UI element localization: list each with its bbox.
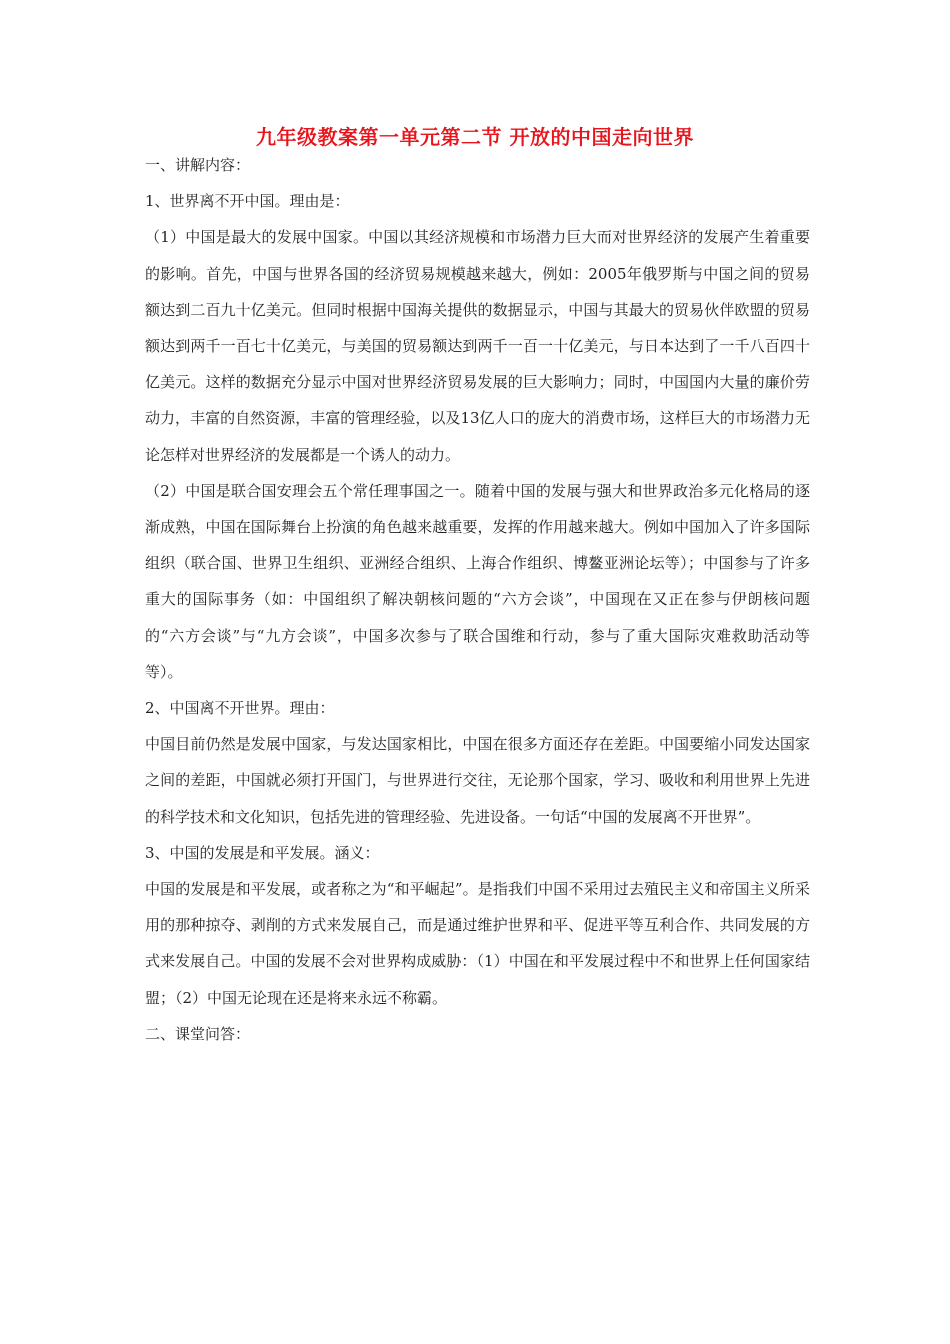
point-2-paragraph: 中国目前仍然是发展中国家，与发达国家相比，中国在很多方面还存在差距。中国要缩小同发达国家之间的差距，中国就必须打开国门，与世界进行交往，无论那个国家，学习、吸收和利用世界上先进的科学技术和文化知识，包括先进的管理经验、先进设备。一句话“中国的发展离不开世界”。 xyxy=(145,735,810,826)
section-2-heading: 二、课堂问答： xyxy=(145,1024,251,1043)
document-body xyxy=(145,147,810,1052)
point-2-heading: 2、中国离不开世界。理由： xyxy=(145,699,335,718)
section-1-heading: 一、讲解内容： xyxy=(145,156,251,174)
point-1-paragraph-1: （1）中国是最大的发展中国家。中国以其经济规模和市场潜力巨大而对世界经济的发展产生着重要的影响。首先，中国与世界各国的经济贸易规模越来越大，例如：2005年俄罗斯与中国之间的贸易额达到二百九十亿美元。但同时根据中国海关提供的数据显示，中国与其最大的贸易伙伴欧盟的贸易额达到两千一百七十亿美元，与美国的贸易额达到两千一百一十亿美元，与日本达到了一千八百四十亿美元。这样的数据充分显示中国对世界经济贸易发展的巨大影响力；同时，中国国内大量的廉价劳动力，丰富的自然资源，丰富的管理经验，以及13亿人口的庞大的消费市场，这样巨大的市场潜力无论怎样对世界经济的发展都是一个诱人的动力。 xyxy=(145,228,810,464)
point-3-paragraph: 中国的发展是和平发展，或者称之为“和平崛起”。是指我们中国不采用过去殖民主义和帝国主义所采用的那种掠夺、剥削的方式来发展自己，而是通过维护世界和平、促进平等互利合作、共同发展的方式来发展自己。中国的发展不会对世界构成威胁：（1）中国在和平发展过程中不和世界上任何国家结盟；（2）中国无论现在还是将来永远不称霸。 xyxy=(145,880,810,1007)
point-1-paragraph-2: （2）中国是联合国安理会五个常任理事国之一。随着中国的发展与强大和世界政治多元化格局的逐渐成熟，中国在国际舞台上扮演的角色越来越重要，发挥的作用越来越大。例如中国加入了许多国际组织（联合国、世界卫生组织、亚洲经合组织、上海合作组织、博鳌亚洲论坛等）；中国参与了许多重大的国际事务（如：中国组织了解决朝核问题的“六方会谈”，中国现在又正在参与伊朗核问题的“六方会谈”与“九方会谈”，中国多次参与了联合国维和行动，参与了重大国际灾难救助活动等等）。 xyxy=(145,481,810,681)
document-title: 九年级教案第一单元第二节 开放的中国走向世界 xyxy=(256,125,694,149)
point-1-heading: 1、世界离不开中国。理由是： xyxy=(145,192,350,211)
point-3-heading: 3、中国的发展是和平发展。涵义： xyxy=(145,843,380,862)
